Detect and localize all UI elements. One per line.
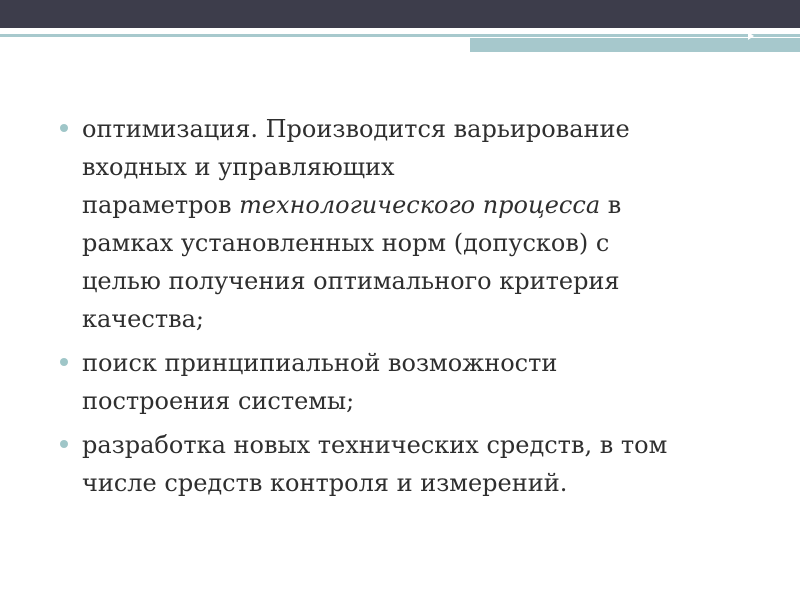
bullet-dot-icon: [60, 358, 68, 366]
header-accent-strip: [470, 38, 800, 52]
bullet-text: [82, 431, 667, 497]
bullet-dot-icon: [60, 440, 68, 448]
bullet-line: построения системы;: [82, 387, 355, 415]
slide-header-decoration: [0, 0, 800, 52]
bullet-line: оптимизация. Производится варьирование: [82, 115, 630, 143]
bullet-line: целью получения оптимального критерия: [82, 267, 620, 295]
bullet-line: поиск принципиальной возможности: [82, 349, 558, 377]
bullet-dot-icon: [60, 124, 68, 132]
header-dark-bar: [0, 0, 800, 28]
bullet-item-development: [60, 426, 760, 502]
header-accent-line: [0, 34, 800, 37]
bullet-line: числе средств контроля и измерений.: [82, 469, 568, 497]
slide-content: [60, 110, 760, 508]
triangle-icon: [748, 32, 754, 40]
bullet-text: [82, 349, 557, 415]
bullet-line: входных и управляющих: [82, 153, 395, 181]
bullet-line: качества;: [82, 305, 205, 333]
bullet-item-optimization: [60, 110, 760, 338]
bullet-italic-term: технологического процесса: [239, 191, 601, 219]
bullet-text: [82, 115, 630, 333]
bullet-item-search: [60, 344, 760, 420]
bullet-line-suffix: в: [600, 191, 622, 219]
bullet-list: [60, 110, 760, 502]
bullet-line-prefix: параметров: [82, 191, 240, 219]
bullet-line: разработка новых технических средств, в том: [82, 431, 668, 459]
bullet-line: рамках установленных норм (допусков) с: [82, 229, 610, 257]
